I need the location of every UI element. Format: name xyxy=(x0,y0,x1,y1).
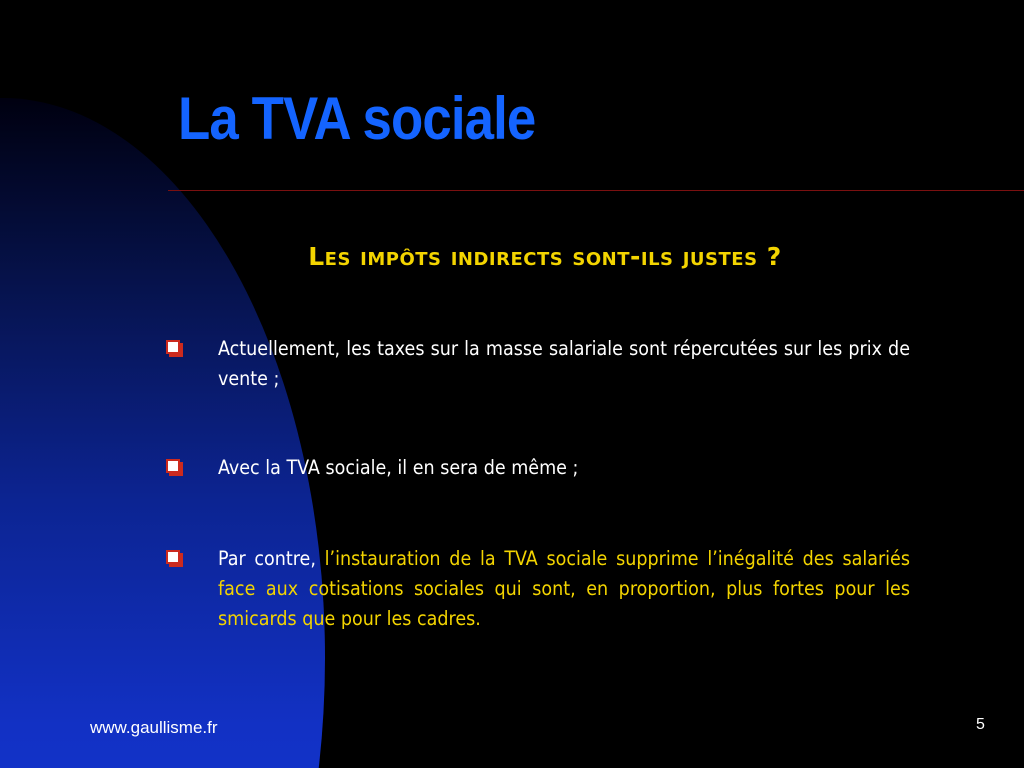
bullet-item xyxy=(218,334,910,394)
blue-curve-decoration xyxy=(0,98,325,768)
checkbox-bullet-icon xyxy=(166,550,180,564)
bullet-text: Actuellement, les taxes sur la masse salariale sont répercutées sur les prix de vente ; xyxy=(218,337,910,390)
page-number: 5 xyxy=(976,716,985,733)
checkbox-bullet-icon xyxy=(166,340,180,354)
bullet-text: Avec la TVA sociale, il en sera de même ; xyxy=(218,456,579,479)
bullet-item xyxy=(218,453,910,483)
bullet-item xyxy=(218,544,910,634)
title-divider xyxy=(168,190,1024,191)
footer-url: www.gaullisme.fr xyxy=(90,718,218,737)
slide-subtitle: Les impôts indirects sont-ils justes ? xyxy=(308,242,782,271)
checkbox-bullet-icon xyxy=(166,459,180,473)
bullet-highlight-text: l’instauration de la TVA sociale supprime l’inégalité des salariés face aux cotisations sociales qui sont, en proportion, plus fortes pour les smicards que pour les cadres. xyxy=(218,547,910,630)
slide-title: La TVA sociale xyxy=(178,85,536,152)
bullet-lead-text: Par contre, xyxy=(218,547,325,570)
